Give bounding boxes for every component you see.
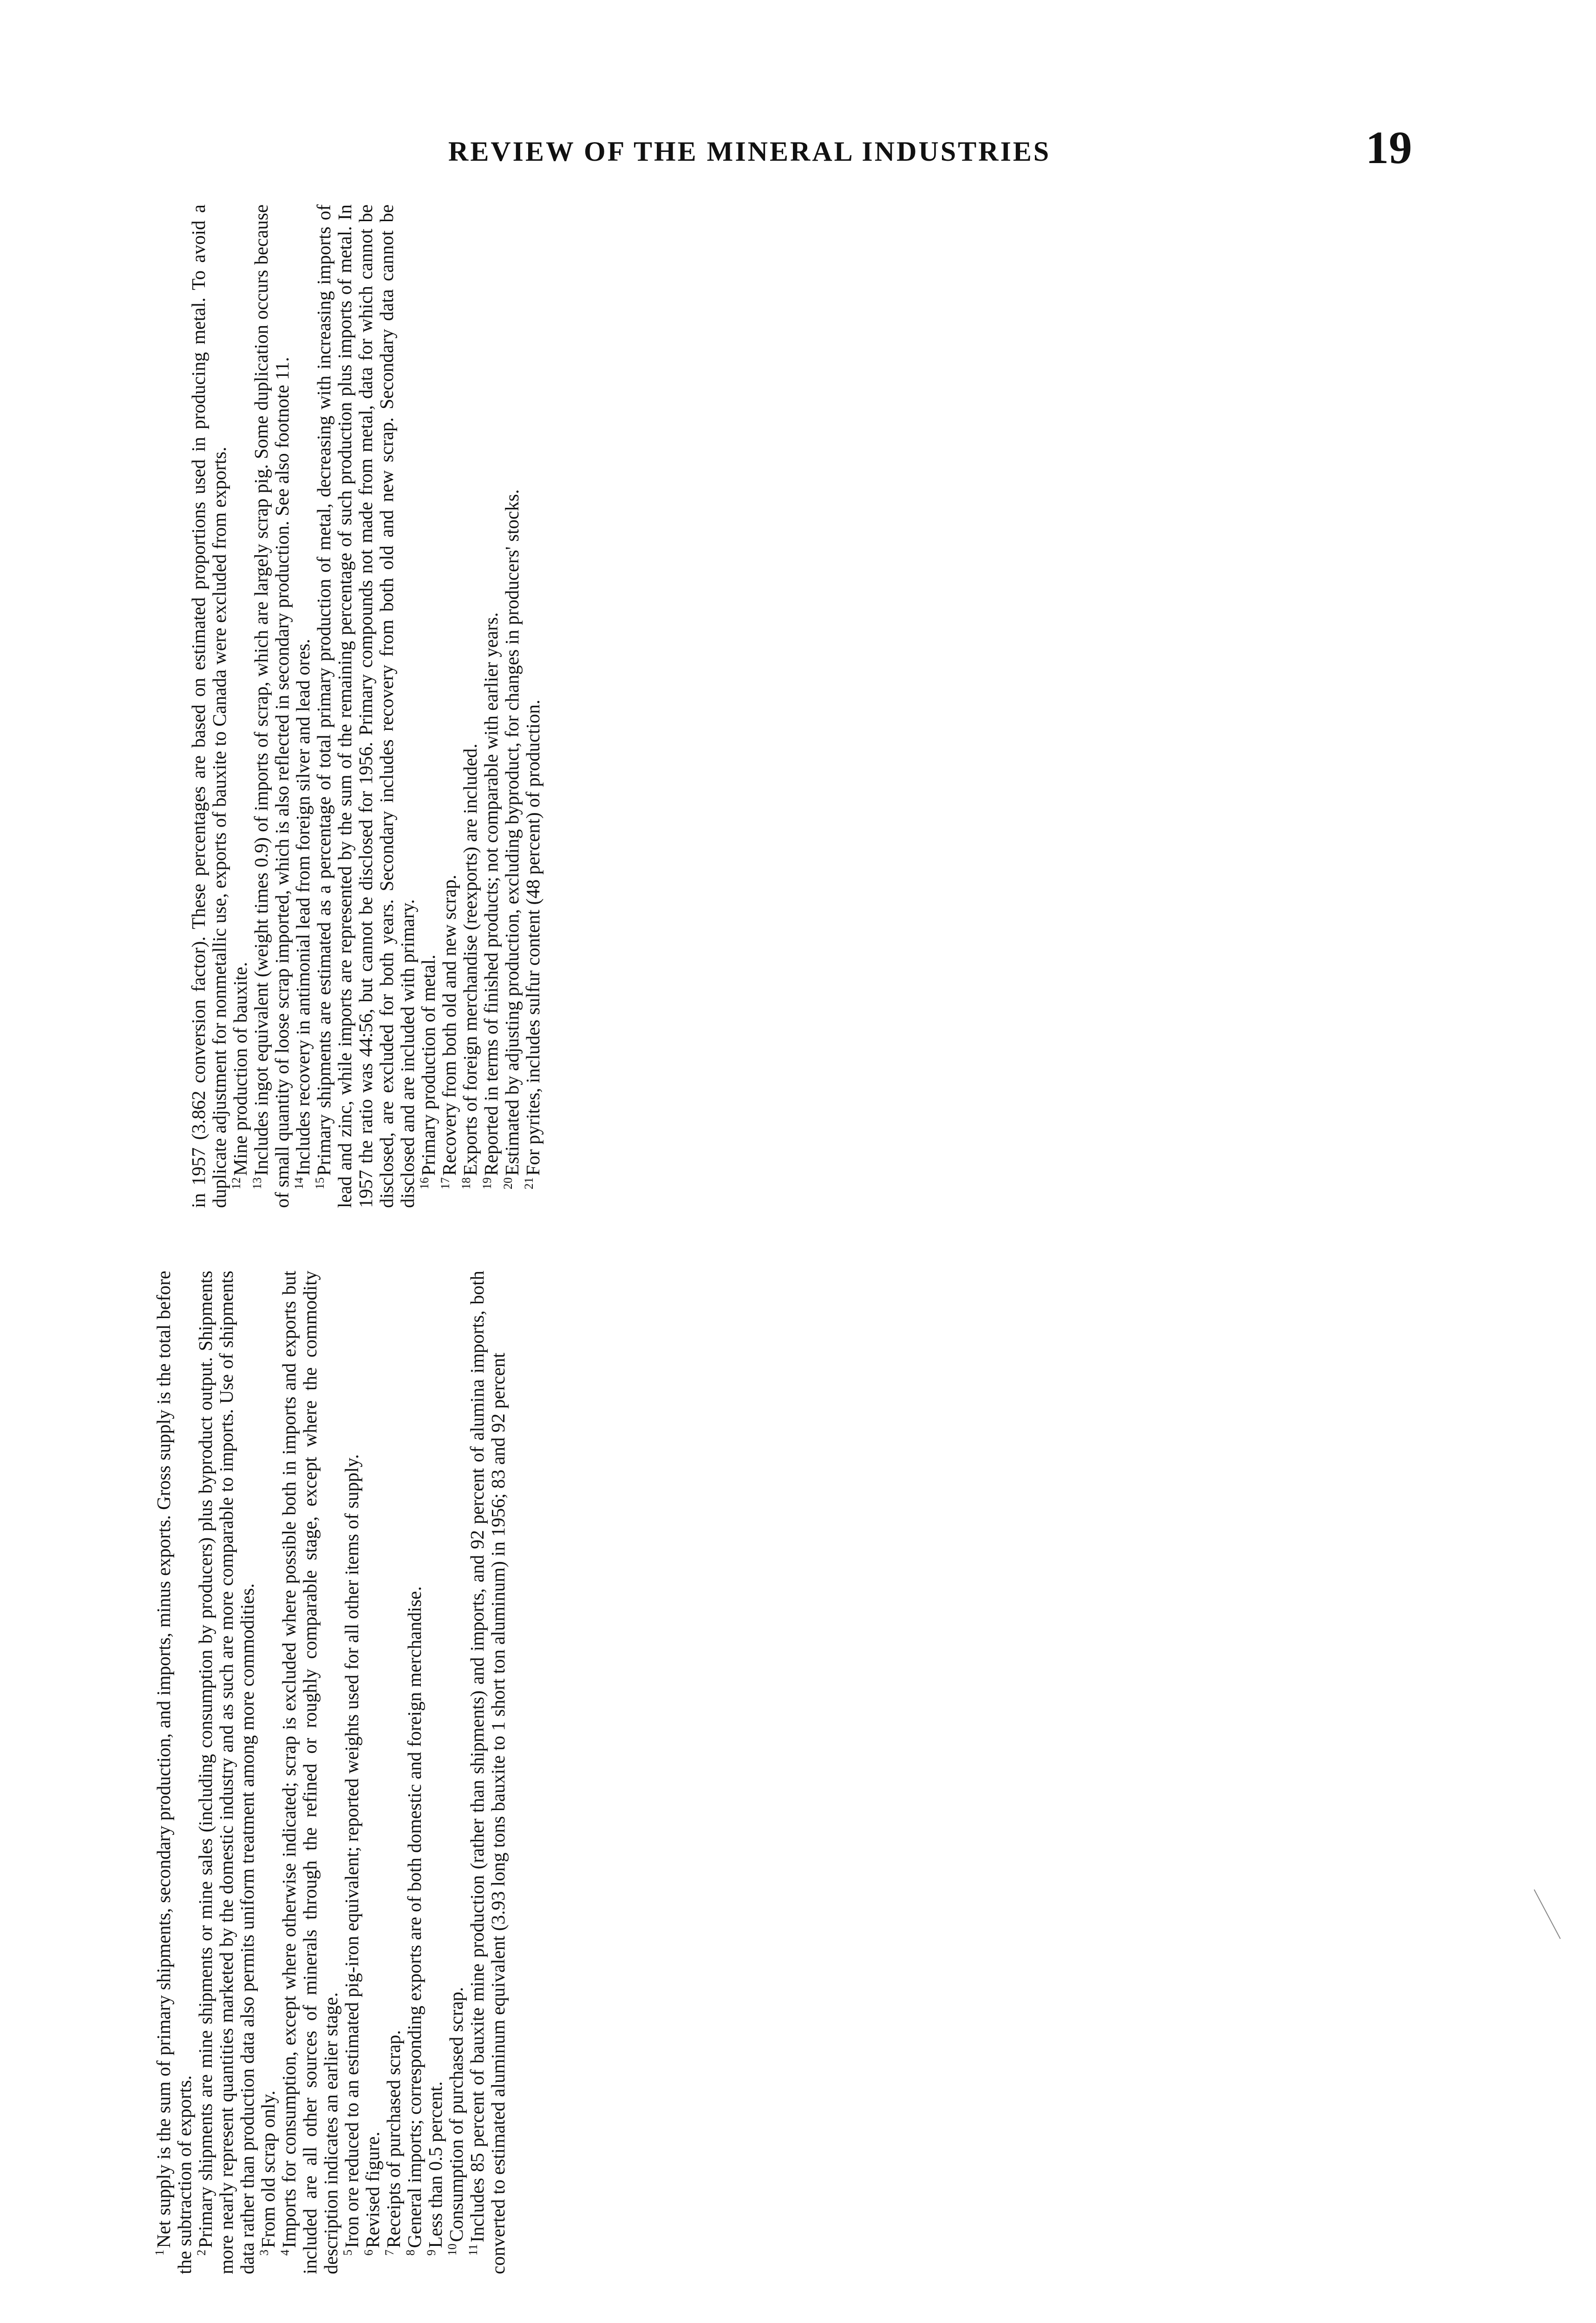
footnote-13: $^{13}$ Includes ingot equivalent (weight times 0.9) of imports of scrap, which are largely scrap pig. Some duplication occurs because of small quantity of loose scrap imported, which is also reflected in secondary production. See also footnote 11.: [250, 204, 293, 1208]
footnote-21: $^{21}$ For pyrites, includes sulfur content (48 percent) of production.: [522, 699, 543, 1189]
footnotes-column-2: [188, 204, 746, 1208]
footnote-8: $^8$ General imports; corresponding exports are of both domestic and foreign merchandise.: [404, 1586, 425, 2256]
footnote-20: $^{20}$ Estimated by adjusting production, excluding byproduct, for changes in producers' stocks.: [501, 489, 523, 1189]
footnote-12: $^{12}$ Mine production of bauxite.: [229, 962, 251, 1189]
page-number: 19: [1366, 122, 1412, 173]
footnote-18: $^{18}$ Exports of foreign merchandise (reexports) are included.: [459, 743, 481, 1189]
footnote-1: $^1$ Net supply is the sum of primary shipments, secondary production, and imports, minus exports. Gross supply is the total before the subtraction of exports.: [153, 1271, 195, 2274]
footnote-7: $^7$ Receipts of purchased scrap.: [383, 2030, 404, 2256]
running-head: REVIEW OF THE MINERAL INDUSTRIES: [448, 136, 1051, 167]
footnote-5: $^5$ Iron ore reduced to an estimated pig-iron equivalent; reported weights used for all other items of supply.: [341, 1454, 362, 2256]
footnote-17: $^{17}$ Recovery from both old and new scrap.: [438, 874, 460, 1189]
footnote-2: $^2$ Primary shipments are mine shipments or mine sales (including consumption by producers) plus byproduct output. Shipments more nearly represent quantities marketed by the domestic industry and as such are more comparable to imports. Use of shipments data rather than production data also permits uniform treatment among more commodities.: [195, 1271, 258, 2274]
footnote-15: $^{15}$ Primary shipments are estimated as a percentage of total primary production of metal, decreasing with increasing imports of lead and zinc, while imports are represented by the sum of the remaining percentage of such production plus imports of metal. In 1957 the ratio was 44:56, but cannot be disclosed for 1956. Primary compounds not made from metal, data for which cannot be disclosed, are excluded for both years. Secondary includes recovery from both old and new scrap. Secondary data cannot be disclosed and are included with primary.: [313, 204, 418, 1208]
footnote-4: $^4$ Imports for consumption, except where otherwise indicated; scrap is excluded where possible both in imports and exports but included are all other sources of minerals through the refined or roughly comparable stage, except where the commodity description indicates an earlier stage.: [278, 1271, 341, 2274]
footnote-16: $^{16}$ Primary production of metal.: [418, 954, 439, 1189]
footnote-3: $^3$ From old scrap only.: [257, 2090, 279, 2256]
footnote-14: $^{14}$ Includes recovery in antimonial lead from foreign silver and lead ores.: [292, 639, 314, 1189]
scan-mark: [1534, 1890, 1561, 1939]
footnote-9: $^9$ Less than 0.5 percent.: [425, 2081, 446, 2256]
footnote-6: $^6$ Revised figure.: [362, 2132, 383, 2256]
footnote-19: $^{19}$ Reported in terms of finished products; not comparable with earlier years.: [480, 612, 502, 1189]
footnote-10: $^{10}$ Consumption of purchased scrap.: [445, 1987, 467, 2256]
footnotes-column-1: [153, 1271, 711, 2274]
footnote-11: $^{11}$ Includes 85 percent of bauxite mine production (rather than shipments) and imports, and 92 percent of alumina imports, both converted to estimated aluminum equivalent (3.93 long tons bauxite to 1 short ton aluminum) in 1956; 83 and 92 percent: [466, 1271, 509, 2274]
footnote-11-continued: in 1957 (3.862 conversion factor). These percentages are based on estimated proportions used in producing metal. To avoid a duplicate adjustment for nonmetallic use, exports of bauxite to Canada were excluded from exports.: [188, 204, 230, 1208]
